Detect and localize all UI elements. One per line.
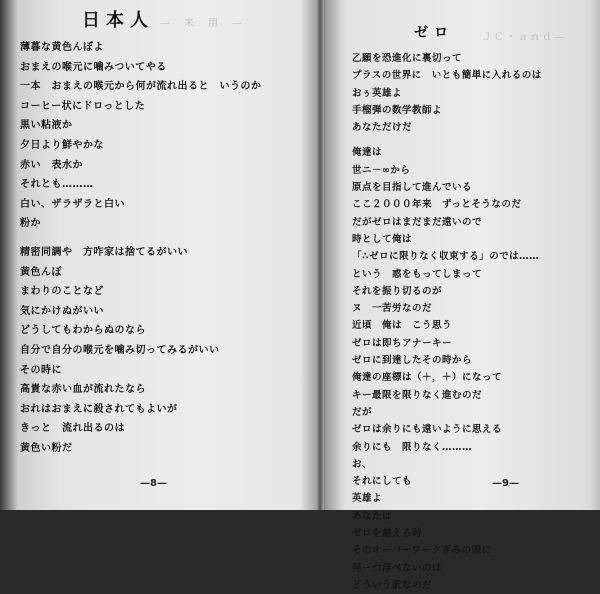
poem-line: 黄色んぼ bbox=[20, 266, 62, 278]
poem-line: ここ２０００年来 ずっとそうなのだ bbox=[352, 199, 522, 211]
poem-line: それにしても bbox=[352, 476, 413, 488]
poem-line: 世ニ－∞から bbox=[352, 164, 411, 176]
poem-line: ゼロを越える時 bbox=[352, 528, 423, 540]
poem-line: ゼロは余りにも遠いように思える bbox=[352, 424, 503, 436]
poem-line: コーヒー状にドロっとした bbox=[20, 100, 146, 112]
left-page-number: —8— bbox=[140, 478, 167, 489]
bleed-through-heading: ＪＣ・ａｎｄ— bbox=[482, 32, 566, 43]
poem-line: 夕日より鮮やかな bbox=[20, 139, 104, 151]
poem-line: 一本 おまえの喉元から何が流れ出ると いうのか bbox=[20, 81, 262, 93]
poem-line: 粉か bbox=[20, 218, 41, 230]
poem-line: ゼロは即ちアナーキー bbox=[352, 337, 453, 349]
poem-line: だが bbox=[352, 406, 373, 418]
poem-line: だがゼロはまだまだ遠いので bbox=[352, 216, 483, 228]
poem-line: お、 bbox=[352, 458, 373, 470]
poem-line: プラスの世界に いとも簡単に入れるのは bbox=[352, 70, 542, 82]
poem-line: きっと 流れ出るのは bbox=[20, 423, 125, 435]
poem-line: 白い、ザラザラと白い bbox=[20, 198, 125, 210]
poem-line: 「∴ゼロに限りなく収束する」のでは…… bbox=[352, 251, 540, 263]
poem-line: 何ーつ浮べないのは bbox=[352, 562, 443, 574]
poem-line: おぅ英雄よ bbox=[352, 87, 403, 99]
poem-line: 余りにも 限りなく……… bbox=[352, 441, 473, 453]
poem-line: どうしてもわからぬのなら bbox=[20, 325, 146, 337]
poem-line bbox=[20, 234, 262, 243]
poem-line: それとも……… bbox=[20, 179, 94, 191]
poem-line: ヌ 一苦労なのだ bbox=[352, 303, 433, 315]
poem-line: キー最限を限りなく進むのだ bbox=[352, 389, 483, 401]
left-poem-lines bbox=[20, 38, 262, 458]
poem-line: 乙願を恐進化に裏切って bbox=[352, 53, 463, 64]
left-page bbox=[0, 0, 318, 510]
poem-line: 黒い粘液か bbox=[20, 120, 73, 132]
bleed-through-heading: — 来 用 — bbox=[160, 18, 244, 29]
poem-line: 英雄よ bbox=[352, 493, 383, 505]
poem-line: あなたは bbox=[352, 510, 393, 522]
poem-line: 時として俺は bbox=[352, 233, 413, 245]
poem-line: 俺達の座標は（＋，＋）になって bbox=[352, 372, 503, 384]
right-page bbox=[322, 0, 600, 591]
poem-line: まわりのことなど bbox=[20, 286, 104, 298]
poem-line: 手榴弾の数学教師よ bbox=[352, 104, 443, 116]
right-page-number: —9— bbox=[492, 478, 519, 489]
poem-line bbox=[352, 136, 542, 144]
poem-line: 原点を目指して進んでいる bbox=[352, 182, 473, 194]
poem-line: その時に bbox=[20, 364, 62, 376]
poem-line: 薄暮な黄色んぼよ bbox=[20, 42, 104, 53]
poem-line: 自分で自分の喉元を噛み切ってみるがいい bbox=[20, 344, 220, 356]
poem-line: どういう訳なのだ bbox=[352, 579, 433, 591]
poem-line: 赤い 表水か bbox=[20, 159, 83, 171]
left-page-title: 日本人 bbox=[82, 10, 154, 31]
poem-line: おれはおまえに殺されてもよいが bbox=[20, 403, 178, 415]
poem-line: 黄色い粉だ bbox=[20, 442, 73, 454]
right-page-title: ゼロ bbox=[414, 25, 454, 41]
poem-line: という 惑をもってしまって bbox=[352, 268, 483, 280]
poem-line: 近頃 俺は こう思う bbox=[352, 320, 453, 332]
poem-line: そのオーバーワークぎみの頭に bbox=[352, 545, 492, 557]
poem-line: おまえの喉元に噛みついてやる bbox=[20, 61, 167, 73]
right-poem-lines bbox=[352, 50, 542, 594]
poem-line: 気にかけぬがいい bbox=[20, 305, 104, 317]
poem-line: 高貴な赤い血が流れたなら bbox=[20, 384, 146, 396]
poem-line: ゼロに到達したその時から bbox=[352, 355, 473, 367]
poem-line: あなただけだ bbox=[352, 122, 413, 134]
poem-line: それを振り切るのが bbox=[352, 285, 443, 297]
poem-line: 俺達は bbox=[352, 147, 383, 159]
poem-line: 精密同調や 方咋家は捨てるがいい bbox=[20, 246, 188, 258]
